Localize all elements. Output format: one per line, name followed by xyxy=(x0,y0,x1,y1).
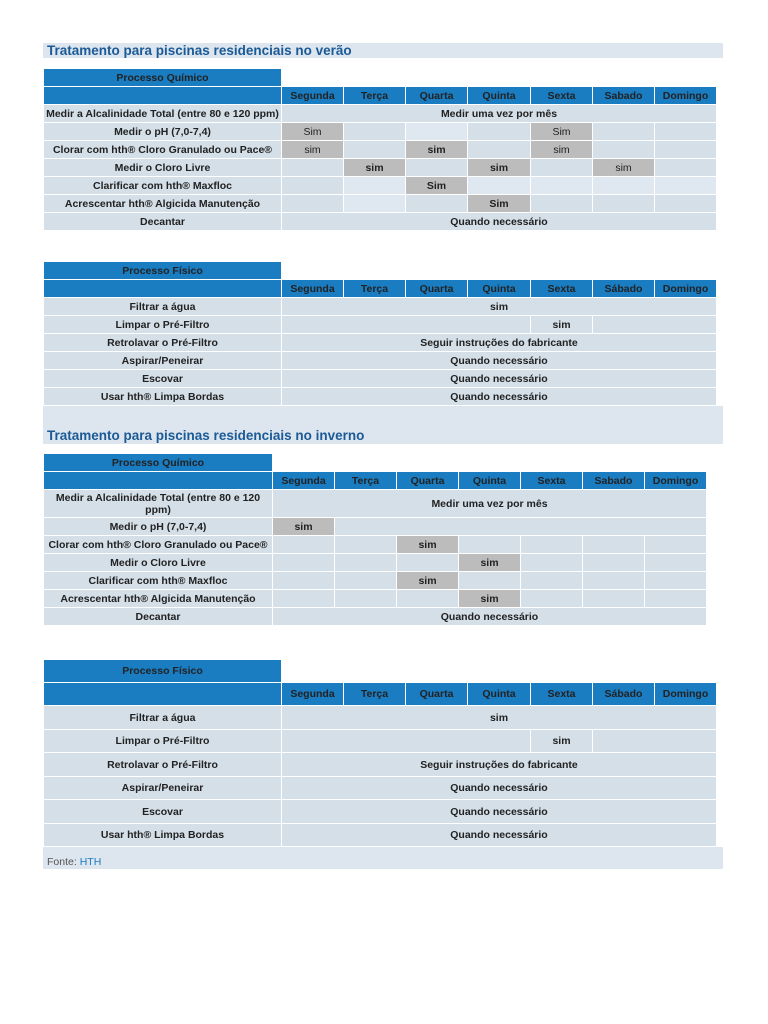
row-label: Retrolavar o Pré-Filtro xyxy=(44,334,282,352)
row-label: Clorar com hth® Cloro Granulado ou Pace® xyxy=(44,536,273,554)
row-label: Decantar xyxy=(44,213,282,231)
schedule-cell: Quando necessário xyxy=(282,800,717,824)
schedule-cell: sim xyxy=(282,298,717,316)
schedule-cell: Medir uma vez por mês xyxy=(273,490,707,518)
source-band xyxy=(43,847,723,869)
source-link[interactable]: HTH xyxy=(79,856,102,868)
schedule-cell: Quando necessário xyxy=(282,824,717,847)
day-header: Domingo xyxy=(655,87,717,105)
winter-physical-table xyxy=(43,659,717,847)
row-label: Clarificar com hth® Maxfloc xyxy=(44,572,273,590)
schedule-cell: Sim xyxy=(282,123,344,141)
day-header: Domingo xyxy=(655,683,717,706)
physical-process-header: Processo Físico xyxy=(44,660,282,683)
row-label: Filtrar a água xyxy=(44,706,282,730)
day-header: Sábado xyxy=(593,683,655,706)
schedule-cell: sim xyxy=(344,159,406,177)
schedule-cell: sim xyxy=(531,141,593,159)
schedule-cell: Quando necessário xyxy=(282,388,717,406)
day-header: Quinta xyxy=(468,683,531,706)
row-label: Medir o pH (7,0-7,4) xyxy=(44,123,282,141)
day-header: Quinta xyxy=(468,280,531,298)
schedule-cell: sim xyxy=(406,141,468,159)
row-label: Medir a Alcalinidade Total (entre 80 e 120 ppm) xyxy=(44,490,273,518)
schedule-cell: Quando necessário xyxy=(273,608,707,626)
schedule-cell: Quando necessário xyxy=(282,352,717,370)
schedule-cell: sim xyxy=(531,730,593,753)
row-label: Medir o Cloro Livre xyxy=(44,159,282,177)
row-label: Clorar com hth® Cloro Granulado ou Pace® xyxy=(44,141,282,159)
schedule-cell: sim xyxy=(531,316,593,334)
schedule-cell: Medir uma vez por mês xyxy=(282,105,717,123)
schedule-cell: Quando necessário xyxy=(282,213,717,231)
row-label: Aspirar/Peneirar xyxy=(44,352,282,370)
row-label: Aspirar/Peneirar xyxy=(44,777,282,800)
schedule-cell: sim xyxy=(282,141,344,159)
day-header: Sexta xyxy=(531,280,593,298)
row-label: Medir o pH (7,0-7,4) xyxy=(44,518,273,536)
row-label: Escovar xyxy=(44,800,282,824)
schedule-cell: Quando necessário xyxy=(282,370,717,388)
winter-chemical-table xyxy=(43,453,707,626)
source-label: Fonte: xyxy=(47,856,77,868)
day-header: Quinta xyxy=(468,87,531,105)
schedule-cell: sim xyxy=(282,706,717,730)
row-label: Medir o Cloro Livre xyxy=(44,554,273,572)
day-header: Quarta xyxy=(406,280,468,298)
day-header: Sábado xyxy=(593,280,655,298)
schedule-cell: Sim xyxy=(468,195,531,213)
day-header: Segunda xyxy=(282,280,344,298)
schedule-cell: sim xyxy=(593,159,655,177)
schedule-cell: sim xyxy=(397,536,459,554)
summer-chemical-table xyxy=(43,68,717,231)
row-label: Filtrar a água xyxy=(44,298,282,316)
row-label: Limpar o Pré-Filtro xyxy=(44,730,282,753)
schedule-cell: Sim xyxy=(531,123,593,141)
day-header: Terça xyxy=(344,87,406,105)
row-label: Usar hth® Limpa Bordas xyxy=(44,388,282,406)
day-header: Terça xyxy=(335,472,397,490)
day-header: Sexta xyxy=(531,87,593,105)
row-label: Medir a Alcalinidade Total (entre 80 e 120 ppm) xyxy=(44,105,282,123)
row-label: Usar hth® Limpa Bordas xyxy=(44,824,282,847)
day-header: Domingo xyxy=(655,280,717,298)
day-header: Sexta xyxy=(531,683,593,706)
schedule-cell: sim xyxy=(468,159,531,177)
physical-process-header: Processo Físico xyxy=(44,262,282,280)
schedule-cell: Seguir instruções do fabricante xyxy=(282,334,717,352)
summer-title: Tratamento para piscinas residenciais no verão xyxy=(47,43,352,58)
winter-title: Tratamento para piscinas residenciais no inverno xyxy=(47,428,365,443)
day-header: Domingo xyxy=(645,472,707,490)
day-header: Terça xyxy=(344,280,406,298)
schedule-cell: sim xyxy=(273,518,335,536)
day-header: Segunda xyxy=(273,472,335,490)
row-label: Acrescentar hth® Algicida Manutenção xyxy=(44,195,282,213)
day-header: Quinta xyxy=(459,472,521,490)
row-label: Escovar xyxy=(44,370,282,388)
day-header: Quarta xyxy=(397,472,459,490)
row-label: Decantar xyxy=(44,608,273,626)
schedule-cell: Seguir instruções do fabricante xyxy=(282,753,717,777)
summer-physical-table xyxy=(43,261,717,406)
day-header: Sabado xyxy=(593,87,655,105)
chemical-process-header: Processo Químico xyxy=(44,454,273,472)
day-header: Sabado xyxy=(583,472,645,490)
row-label: Clarificar com hth® Maxfloc xyxy=(44,177,282,195)
row-label: Limpar o Pré-Filtro xyxy=(44,316,282,334)
day-header: Sexta xyxy=(521,472,583,490)
schedule-cell: Quando necessário xyxy=(282,777,717,800)
schedule-cell: sim xyxy=(459,590,521,608)
day-header: Terça xyxy=(344,683,406,706)
day-header: Segunda xyxy=(282,87,344,105)
schedule-cell: sim xyxy=(459,554,521,572)
day-header: Quarta xyxy=(406,683,468,706)
schedule-cell: Sim xyxy=(406,177,468,195)
row-label: Retrolavar o Pré-Filtro xyxy=(44,753,282,777)
chemical-process-header: Processo Químico xyxy=(44,69,282,87)
day-header: Segunda xyxy=(282,683,344,706)
source-line xyxy=(47,856,101,868)
schedule-cell: sim xyxy=(397,572,459,590)
row-label: Acrescentar hth® Algicida Manutenção xyxy=(44,590,273,608)
day-header: Quarta xyxy=(406,87,468,105)
